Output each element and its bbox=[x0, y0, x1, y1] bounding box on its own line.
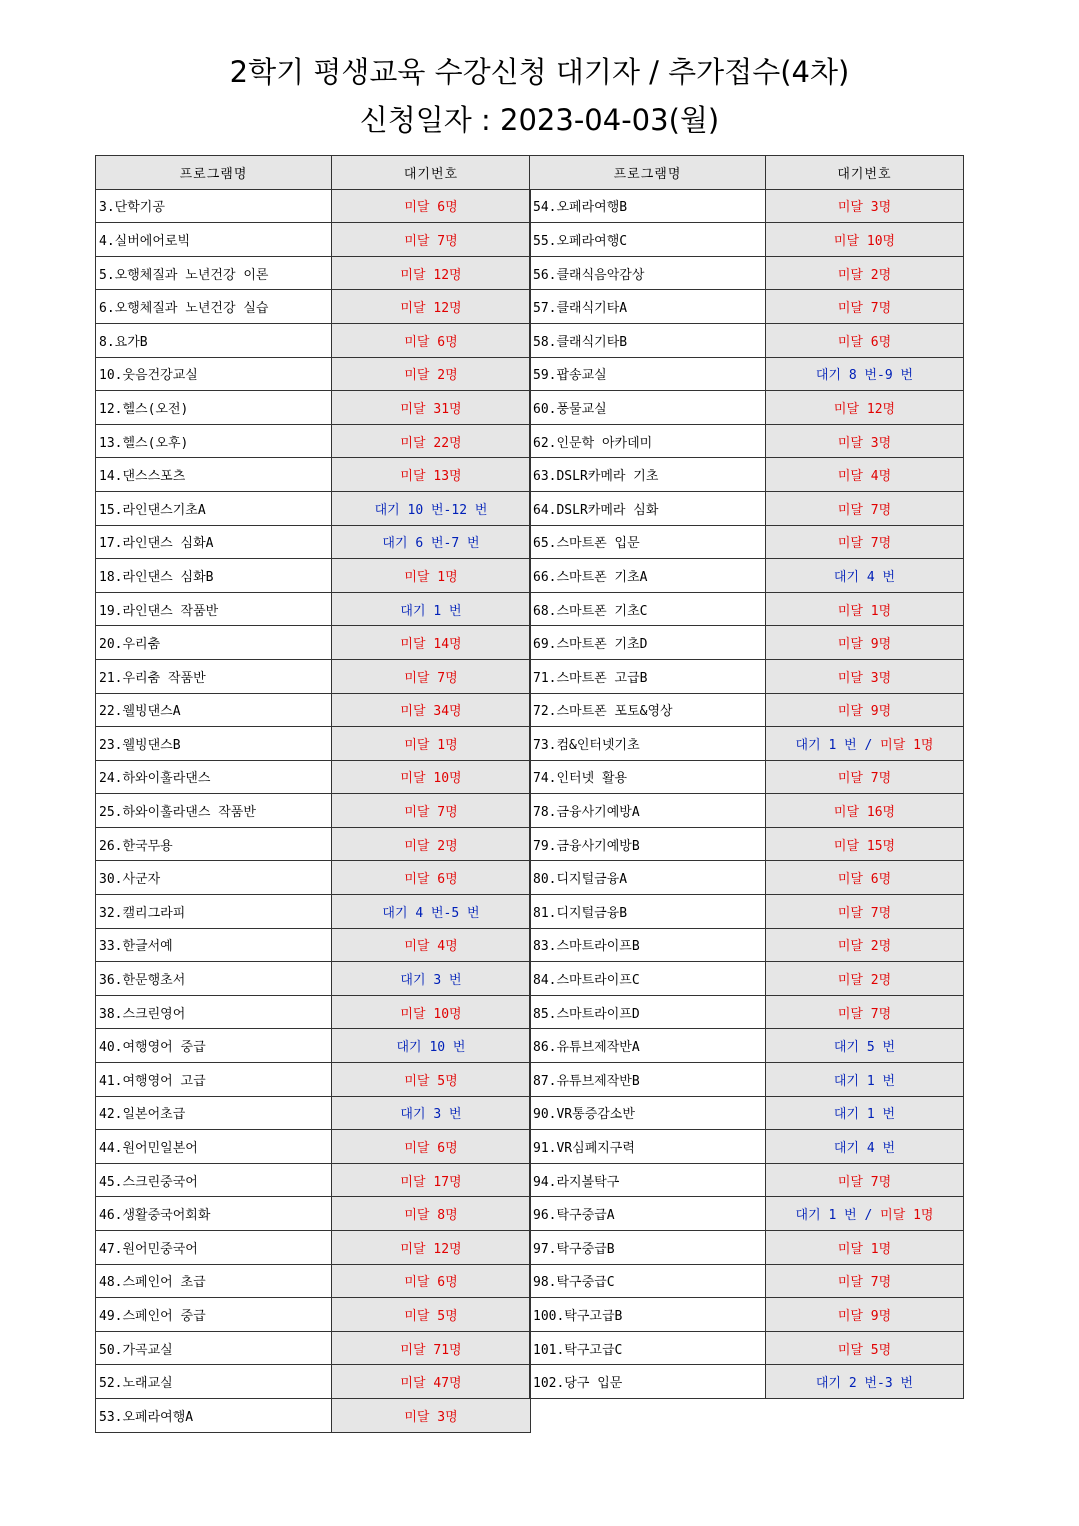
table-row bbox=[530, 760, 964, 794]
wait-status-cell: 미달 7명 bbox=[332, 659, 531, 693]
table-row bbox=[530, 256, 964, 290]
wait-status-cell: 미달 6명 bbox=[766, 323, 964, 357]
program-name-cell: 90.VR통증감소반 bbox=[530, 1096, 766, 1130]
wait-status-cell: 미달 10명 bbox=[766, 223, 964, 257]
table-row bbox=[530, 1197, 964, 1231]
wait-number-text: 대기 1 번 bbox=[795, 737, 857, 753]
table-row bbox=[96, 827, 531, 861]
table-row bbox=[530, 727, 964, 761]
wait-status-cell: 대기 4 번 bbox=[766, 559, 964, 593]
program-name-cell: 23.웰빙댄스B bbox=[96, 727, 332, 761]
wait-status-cell: 미달 2명 bbox=[332, 827, 531, 861]
program-name-cell: 48.스페인어 초급 bbox=[96, 1264, 332, 1298]
waitlist-table-left bbox=[95, 155, 531, 1433]
program-name-cell: 72.스마트폰 포토&영상 bbox=[530, 693, 766, 727]
program-name-cell: 80.디지털금융A bbox=[530, 861, 766, 895]
program-name-cell: 58.클래식기타B bbox=[530, 323, 766, 357]
program-name-cell: 65.스마트폰 입문 bbox=[530, 525, 766, 559]
wait-status-cell: 미달 6명 bbox=[332, 1264, 531, 1298]
table-row bbox=[96, 962, 531, 996]
wait-number-text: 대기 1 번 bbox=[795, 1208, 857, 1224]
table-row bbox=[96, 323, 531, 357]
table-row bbox=[530, 626, 964, 660]
application-date: 신청일자 : 2023-04-03(월) bbox=[359, 103, 720, 137]
program-name-cell: 49.스페인어 중급 bbox=[96, 1298, 332, 1332]
table-header-row bbox=[96, 156, 531, 190]
wait-status-cell: 미달 7명 bbox=[766, 525, 964, 559]
program-name-cell: 15.라인댄스기초A bbox=[96, 491, 332, 525]
wait-status-cell: 미달 1명 bbox=[332, 559, 531, 593]
table-row bbox=[96, 727, 531, 761]
wait-status-cell: 미달 2명 bbox=[332, 357, 531, 391]
program-name-cell: 19.라인댄스 작품반 bbox=[96, 592, 332, 626]
wait-status-cell: 미달 7명 bbox=[766, 290, 964, 324]
wait-status-cell: 미달 17명 bbox=[332, 1163, 531, 1197]
program-name-cell: 5.오행체질과 노년건강 이론 bbox=[96, 256, 332, 290]
table-row bbox=[96, 1197, 531, 1231]
table-row bbox=[96, 189, 531, 223]
program-name-cell: 101.탁구고급C bbox=[530, 1331, 766, 1365]
table-row bbox=[96, 256, 531, 290]
wait-status-cell: 미달 16명 bbox=[766, 794, 964, 828]
wait-status-cell: 대기 10 번 bbox=[332, 1029, 531, 1063]
table-row bbox=[530, 1298, 964, 1332]
program-name-cell: 30.사군자 bbox=[96, 861, 332, 895]
program-name-cell: 98.탁구중급C bbox=[530, 1264, 766, 1298]
program-name-cell: 96.탁구중급A bbox=[530, 1197, 766, 1231]
program-name-cell: 26.한국무용 bbox=[96, 827, 332, 861]
wait-status-cell: 미달 7명 bbox=[766, 1264, 964, 1298]
table-row bbox=[96, 223, 531, 257]
table-row bbox=[530, 559, 964, 593]
program-name-cell: 52.노래교실 bbox=[96, 1365, 332, 1399]
table-row bbox=[530, 592, 964, 626]
program-name-cell: 66.스마트폰 기초A bbox=[530, 559, 766, 593]
wait-status-cell: 미달 1명 bbox=[766, 1231, 964, 1265]
header-program-name: 프로그램명 bbox=[530, 156, 766, 190]
wait-status-cell: 미달 15명 bbox=[766, 827, 964, 861]
wait-status-cell: 미달 5명 bbox=[332, 1063, 531, 1097]
wait-status-cell: 대기 2 번-3 번 bbox=[766, 1365, 964, 1399]
wait-status-cell: 대기 3 번 bbox=[332, 1096, 531, 1130]
waitlist-table-right bbox=[529, 155, 964, 1399]
program-name-cell: 24.하와이훌라댄스 bbox=[96, 760, 332, 794]
program-name-cell: 102.당구 입문 bbox=[530, 1365, 766, 1399]
program-name-cell: 62.인문학 아카데미 bbox=[530, 424, 766, 458]
wait-status-cell: 미달 7명 bbox=[766, 895, 964, 929]
table-row bbox=[96, 1365, 531, 1399]
table-row bbox=[96, 693, 531, 727]
program-name-cell: 71.스마트폰 고급B bbox=[530, 659, 766, 693]
table-row bbox=[96, 794, 531, 828]
table-row bbox=[530, 794, 964, 828]
program-name-cell: 42.일본어초급 bbox=[96, 1096, 332, 1130]
program-name-cell: 94.라지볼탁구 bbox=[530, 1163, 766, 1197]
program-name-cell: 25.하와이훌라댄스 작품반 bbox=[96, 794, 332, 828]
program-name-cell: 8.요가B bbox=[96, 323, 332, 357]
table-row bbox=[530, 1163, 964, 1197]
wait-status-cell: 대기 4 번 bbox=[766, 1130, 964, 1164]
program-name-cell: 69.스마트폰 기초D bbox=[530, 626, 766, 660]
program-name-cell: 63.DSLR카메라 기초 bbox=[530, 458, 766, 492]
wait-status-cell: 미달 7명 bbox=[766, 995, 964, 1029]
program-name-cell: 13.헬스(오후) bbox=[96, 424, 332, 458]
program-name-cell: 36.한문행초서 bbox=[96, 962, 332, 996]
table-row bbox=[530, 1130, 964, 1164]
wait-status-cell: 대기 1 번 bbox=[766, 1063, 964, 1097]
program-name-cell: 68.스마트폰 기초C bbox=[530, 592, 766, 626]
table-row bbox=[530, 1365, 964, 1399]
wait-status-cell: 미달 4명 bbox=[766, 458, 964, 492]
table-row bbox=[530, 1331, 964, 1365]
table-row bbox=[530, 357, 964, 391]
program-name-cell: 53.오페라여행A bbox=[96, 1398, 332, 1432]
table-row bbox=[96, 895, 531, 929]
wait-status-cell: 대기 4 번-5 번 bbox=[332, 895, 531, 929]
wait-status-cell bbox=[766, 1197, 964, 1231]
wait-status-cell: 미달 5명 bbox=[766, 1331, 964, 1365]
table-row bbox=[530, 491, 964, 525]
table-row bbox=[96, 592, 531, 626]
wait-status-cell: 미달 34명 bbox=[332, 693, 531, 727]
table-row bbox=[530, 962, 964, 996]
table-row bbox=[530, 693, 964, 727]
wait-status-cell: 미달 9명 bbox=[766, 693, 964, 727]
table-row bbox=[96, 1264, 531, 1298]
wait-status-cell: 미달 10명 bbox=[332, 995, 531, 1029]
wait-status-cell: 미달 31명 bbox=[332, 391, 531, 425]
table-row bbox=[530, 1063, 964, 1097]
program-name-cell: 20.우리춤 bbox=[96, 626, 332, 660]
table-row bbox=[96, 458, 531, 492]
table-row bbox=[96, 1029, 531, 1063]
table-row bbox=[530, 323, 964, 357]
program-name-cell: 14.댄스스포츠 bbox=[96, 458, 332, 492]
table-row bbox=[530, 458, 964, 492]
program-name-cell: 85.스마트라이프D bbox=[530, 995, 766, 1029]
program-name-cell: 60.풍물교실 bbox=[530, 391, 766, 425]
table-row bbox=[96, 1096, 531, 1130]
wait-status-cell: 미달 22명 bbox=[332, 424, 531, 458]
program-name-cell: 17.라인댄스 심화A bbox=[96, 525, 332, 559]
wait-status-cell: 미달 2명 bbox=[766, 962, 964, 996]
table-row bbox=[530, 290, 964, 324]
table-row bbox=[530, 525, 964, 559]
wait-status-cell: 미달 7명 bbox=[766, 1163, 964, 1197]
table-row bbox=[530, 391, 964, 425]
wait-status-cell: 미달 1명 bbox=[766, 592, 964, 626]
program-name-cell: 91.VR심폐지구력 bbox=[530, 1130, 766, 1164]
program-name-cell: 32.캘리그라피 bbox=[96, 895, 332, 929]
header-wait-number: 대기번호 bbox=[766, 156, 964, 190]
wait-status-cell bbox=[766, 727, 964, 761]
program-name-cell: 18.라인댄스 심화B bbox=[96, 559, 332, 593]
wait-status-cell: 미달 9명 bbox=[766, 1298, 964, 1332]
wait-status-cell: 대기 1 번 bbox=[332, 592, 531, 626]
wait-status-cell: 대기 5 번 bbox=[766, 1029, 964, 1063]
wait-status-cell: 미달 1명 bbox=[332, 727, 531, 761]
table-row bbox=[530, 1231, 964, 1265]
separator-text: / bbox=[856, 737, 881, 753]
program-name-cell: 86.유튜브제작반A bbox=[530, 1029, 766, 1063]
table-row bbox=[530, 995, 964, 1029]
wait-status-cell: 미달 12명 bbox=[332, 256, 531, 290]
wait-status-cell: 미달 8명 bbox=[332, 1197, 531, 1231]
wait-status-cell: 미달 47명 bbox=[332, 1365, 531, 1399]
wait-status-cell: 미달 2명 bbox=[766, 928, 964, 962]
wait-status-cell: 미달 7명 bbox=[332, 223, 531, 257]
program-name-cell: 74.인터넷 활용 bbox=[530, 760, 766, 794]
program-name-cell: 33.한글서예 bbox=[96, 928, 332, 962]
document-title: 2학기 평생교육 수강신청 대기자 / 추가접수(4차) bbox=[229, 55, 850, 89]
wait-status-cell: 대기 3 번 bbox=[332, 962, 531, 996]
program-name-cell: 12.헬스(오전) bbox=[96, 391, 332, 425]
wait-status-cell: 대기 8 번-9 번 bbox=[766, 357, 964, 391]
wait-status-cell: 미달 13명 bbox=[332, 458, 531, 492]
wait-status-cell: 미달 71명 bbox=[332, 1331, 531, 1365]
table-row bbox=[96, 1231, 531, 1265]
table-row bbox=[96, 760, 531, 794]
shortage-text: 미달 1명 bbox=[880, 1208, 934, 1224]
wait-status-cell: 미달 3명 bbox=[766, 189, 964, 223]
program-name-cell: 64.DSLR카메라 심화 bbox=[530, 491, 766, 525]
table-row bbox=[96, 626, 531, 660]
program-name-cell: 83.스마트라이프B bbox=[530, 928, 766, 962]
wait-status-cell: 미달 5명 bbox=[332, 1298, 531, 1332]
program-name-cell: 55.오페라여행C bbox=[530, 223, 766, 257]
table-row bbox=[530, 861, 964, 895]
program-name-cell: 54.오페라여행B bbox=[530, 189, 766, 223]
program-name-cell: 6.오행체질과 노년건강 실습 bbox=[96, 290, 332, 324]
program-name-cell: 57.클래식기타A bbox=[530, 290, 766, 324]
header-program-name: 프로그램명 bbox=[96, 156, 332, 190]
wait-status-cell: 대기 1 번 bbox=[766, 1096, 964, 1130]
shortage-text: 미달 1명 bbox=[880, 737, 934, 753]
program-name-cell: 21.우리춤 작품반 bbox=[96, 659, 332, 693]
program-name-cell: 81.디지털금융B bbox=[530, 895, 766, 929]
table-row bbox=[530, 189, 964, 223]
table-row bbox=[96, 1398, 531, 1432]
wait-status-cell: 미달 12명 bbox=[766, 391, 964, 425]
table-row bbox=[96, 659, 531, 693]
program-name-cell: 41.여행영어 고급 bbox=[96, 1063, 332, 1097]
table-row bbox=[530, 223, 964, 257]
wait-status-cell: 미달 12명 bbox=[332, 1231, 531, 1265]
table-row bbox=[96, 290, 531, 324]
program-name-cell: 59.팝송교실 bbox=[530, 357, 766, 391]
table-row bbox=[96, 1130, 531, 1164]
table-row bbox=[530, 659, 964, 693]
table-row bbox=[96, 1298, 531, 1332]
wait-status-cell: 미달 6명 bbox=[332, 861, 531, 895]
table-row bbox=[530, 1096, 964, 1130]
program-name-cell: 45.스크린중국어 bbox=[96, 1163, 332, 1197]
wait-status-cell: 미달 3명 bbox=[766, 659, 964, 693]
program-name-cell: 22.웰빙댄스A bbox=[96, 693, 332, 727]
table-header-row bbox=[530, 156, 964, 190]
program-name-cell: 40.여행영어 중급 bbox=[96, 1029, 332, 1063]
table-row bbox=[530, 895, 964, 929]
wait-status-cell: 대기 10 번-12 번 bbox=[332, 491, 531, 525]
table-row bbox=[96, 1063, 531, 1097]
table-row bbox=[530, 424, 964, 458]
program-name-cell: 87.유튜브제작반B bbox=[530, 1063, 766, 1097]
table-row bbox=[96, 391, 531, 425]
table-row bbox=[96, 559, 531, 593]
wait-status-cell: 대기 6 번-7 번 bbox=[332, 525, 531, 559]
table-row bbox=[96, 525, 531, 559]
program-name-cell: 100.탁구고급B bbox=[530, 1298, 766, 1332]
program-name-cell: 50.가곡교실 bbox=[96, 1331, 332, 1365]
program-name-cell: 3.단학기공 bbox=[96, 189, 332, 223]
table-row bbox=[96, 357, 531, 391]
table-row bbox=[530, 1029, 964, 1063]
wait-status-cell: 미달 6명 bbox=[332, 1130, 531, 1164]
wait-status-cell: 미달 3명 bbox=[766, 424, 964, 458]
wait-status-cell: 미달 7명 bbox=[766, 491, 964, 525]
wait-status-cell: 미달 12명 bbox=[332, 290, 531, 324]
table-row bbox=[530, 928, 964, 962]
wait-status-cell: 미달 6명 bbox=[766, 861, 964, 895]
wait-status-cell: 미달 14명 bbox=[332, 626, 531, 660]
table-row bbox=[96, 861, 531, 895]
separator-text: / bbox=[856, 1208, 881, 1224]
program-name-cell: 38.스크린영어 bbox=[96, 995, 332, 1029]
program-name-cell: 47.원어민중국어 bbox=[96, 1231, 332, 1265]
wait-status-cell: 미달 6명 bbox=[332, 189, 531, 223]
program-name-cell: 97.탁구중급B bbox=[530, 1231, 766, 1265]
program-name-cell: 79.금융사기예방B bbox=[530, 827, 766, 861]
wait-status-cell: 미달 3명 bbox=[332, 1398, 531, 1432]
wait-status-cell: 미달 7명 bbox=[766, 760, 964, 794]
program-name-cell: 44.원어민일본어 bbox=[96, 1130, 332, 1164]
table-row bbox=[96, 1163, 531, 1197]
program-name-cell: 46.생활중국어회화 bbox=[96, 1197, 332, 1231]
table-row bbox=[96, 928, 531, 962]
wait-status-cell: 미달 7명 bbox=[332, 794, 531, 828]
wait-status-cell: 미달 4명 bbox=[332, 928, 531, 962]
table-row bbox=[96, 424, 531, 458]
table-row bbox=[96, 995, 531, 1029]
table-row bbox=[530, 827, 964, 861]
header-wait-number: 대기번호 bbox=[332, 156, 531, 190]
wait-status-cell: 미달 9명 bbox=[766, 626, 964, 660]
program-name-cell: 78.금융사기예방A bbox=[530, 794, 766, 828]
program-name-cell: 73.컴&인터넷기초 bbox=[530, 727, 766, 761]
table-row bbox=[96, 1331, 531, 1365]
program-name-cell: 56.클래식음악감상 bbox=[530, 256, 766, 290]
wait-status-cell: 미달 10명 bbox=[332, 760, 531, 794]
wait-status-cell: 미달 2명 bbox=[766, 256, 964, 290]
program-name-cell: 84.스마트라이프C bbox=[530, 962, 766, 996]
program-name-cell: 10.웃음건강교실 bbox=[96, 357, 332, 391]
table-row bbox=[96, 491, 531, 525]
program-name-cell: 4.실버에어로빅 bbox=[96, 223, 332, 257]
table-row bbox=[530, 1264, 964, 1298]
wait-status-cell: 미달 6명 bbox=[332, 323, 531, 357]
